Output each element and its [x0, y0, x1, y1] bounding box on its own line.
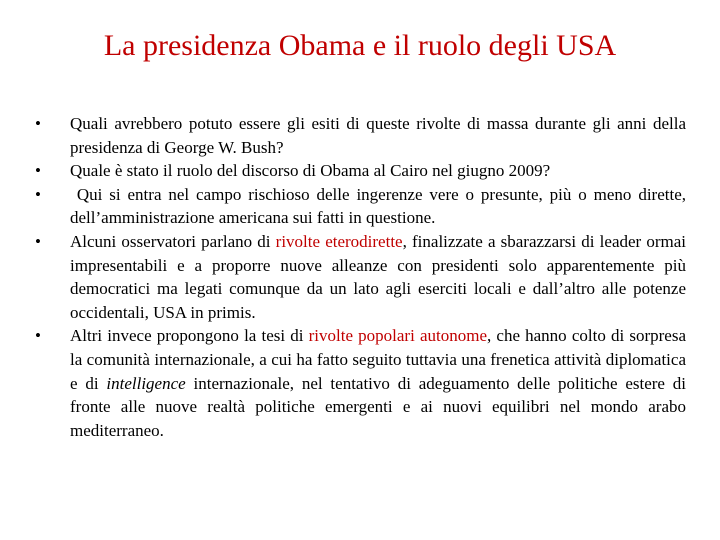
bullet-marker: •	[35, 184, 41, 204]
bullet-item-2	[30, 159, 686, 183]
bullet-item-4	[30, 230, 686, 324]
bullet-text-after: , finalizzate a sbarazzarsi di leader ormai impresentabili e a proporre nuove alleanze con presidenti solo apparentemente più democratici ma legati comunque da un lato agli eserciti locali e dall’altro alle potenze occidentali, USA in primis.	[70, 231, 686, 322]
bullet-text: Quale è stato il ruolo del discorso di Obama al Cairo nel giugno 2009?	[70, 161, 551, 181]
bullet-text: Quali avrebbero potuto essere gli esiti di queste rivolte di massa durante gli anni della presidenza di George W. Bush?	[70, 114, 686, 157]
slide-title: La presidenza Obama e il ruolo degli USA	[103, 29, 617, 62]
bullet-marker: •	[35, 326, 41, 346]
highlighted-term: rivolte eterodirette	[275, 231, 403, 251]
bullet-item-3	[30, 183, 691, 230]
bullet-marker: •	[35, 114, 41, 133]
bullet-list	[30, 112, 691, 442]
bullet-item-5	[30, 324, 686, 442]
bullet-marker: •	[35, 161, 41, 181]
italic-term: intelligence	[106, 373, 186, 393]
bullet-text-middle: , che hanno colto di sorpresa la comunità internazionale, a cui ha fatto seguito tuttavia una frenetica attività diplomatica e di	[70, 326, 686, 393]
bullet-item-1	[30, 112, 686, 159]
highlighted-term: rivolte popolari autonome	[308, 326, 487, 346]
bullet-marker: •	[35, 231, 41, 251]
bullet-text-before: Alcuni osservatori parlano di	[70, 231, 276, 251]
bullet-text-after: internazionale, nel tentativo di adeguamento delle politiche estere di fronte alle nuove realtà politiche emergenti e ai nuovi equilibri nel mondo arabo mediterraneo.	[70, 373, 686, 440]
bullet-text: Qui si entra nel campo rischioso delle ingerenze vere o presunte, più o meno dirette, dell’amministrazione americana sui fatti in questione.	[70, 184, 691, 228]
bullet-text-before: Altri invece propongono la tesi di	[70, 326, 309, 346]
